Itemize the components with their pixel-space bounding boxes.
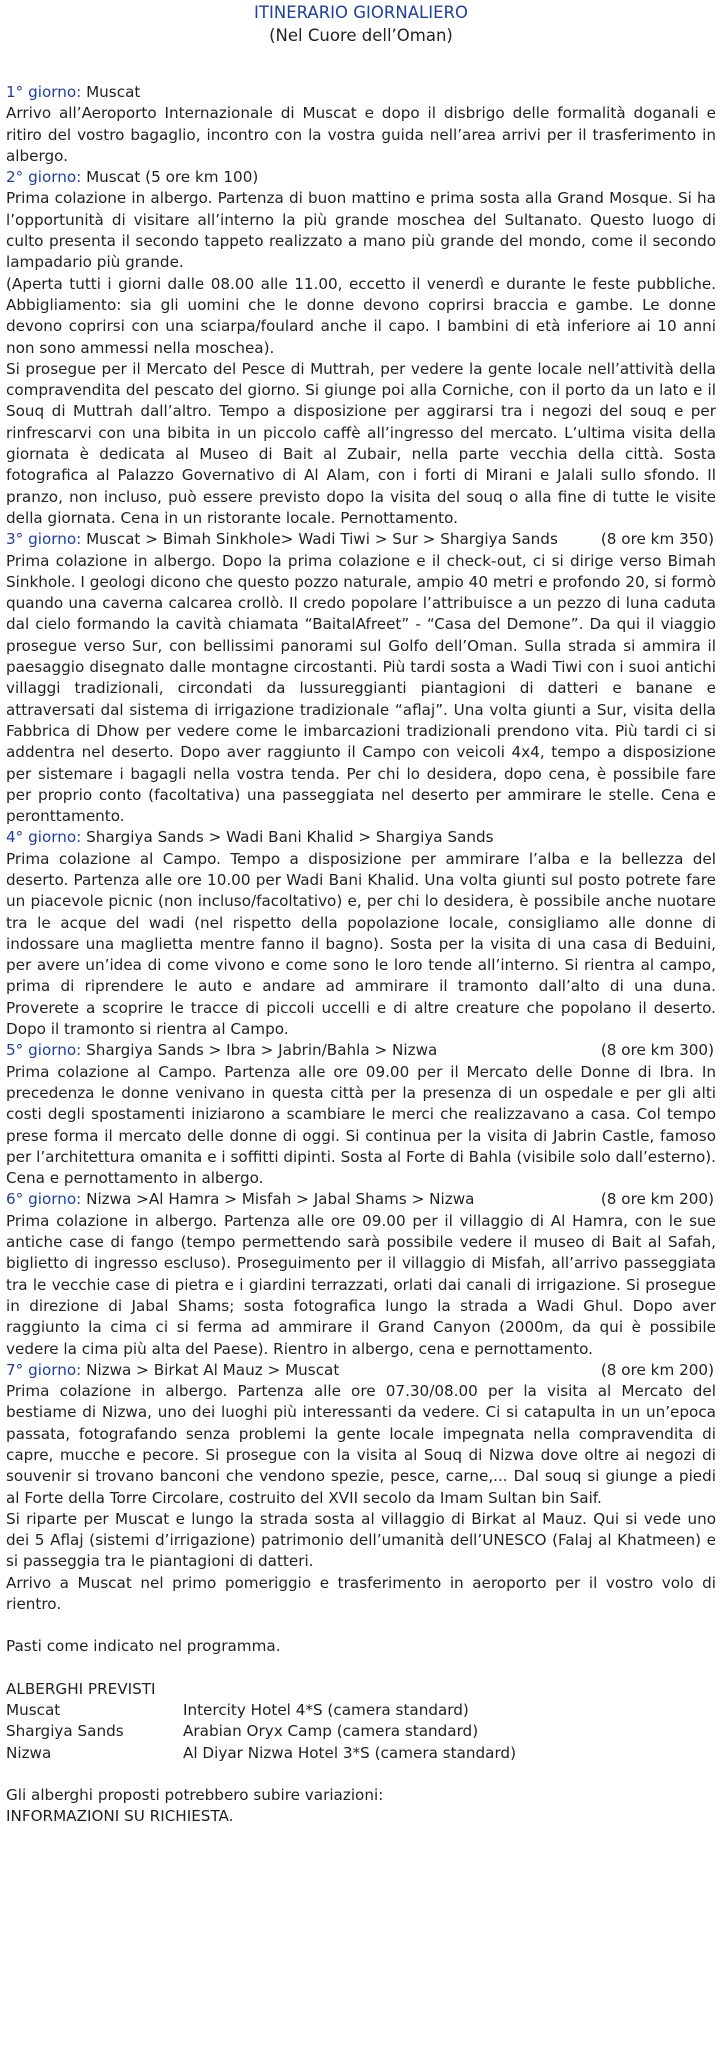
hotel-name: Intercity Hotel 4*S (camera standard) [183,1700,469,1719]
day-paragraph: (Aperta tutti i giorni dalle 08.00 alle 11.00, eccetto il venerdì e durante le feste pubbliche. Abbigliamento: sia gli uomini che le donne devono coprirsi braccia e gambe. Le donne devono coprirsi con una sciarpa/foulard anche il capo. I bambini di età inferiore ai 10 anni non sono ammessi nella moschea). [6,274,716,357]
day-route: Muscat [86,83,141,101]
day-heading [6,167,716,188]
hotel-row [6,1743,716,1764]
day-heading [6,1360,716,1381]
section-spacer [6,1658,716,1679]
day-block [6,827,716,1040]
section-spacer [6,1764,716,1785]
day-paragraph: Prima colazione in albergo. Partenza di buon mattino e prima sosta alla Grand Mosque. Si ha l’opportunità di visitare all’interno la più grande moschea del Sultanato. Questo luogo di culto presenta il secondo tappeto realizzato a mano più grande del mondo, come il secondo lampadario più grande. [6,189,716,272]
days-list [6,82,716,1615]
header-spacer [6,48,716,82]
day-distance: (8 ore km 200) [600,1360,714,1379]
day-label: 4° giorno: [6,828,82,847]
day-route: Muscat (5 ore km 100) [86,168,259,187]
day-paragraph: Prima colazione al Campo. Tempo a disposizione per ammirare l’alba e la bellezza del deserto. Partenza alle ore 10.00 per Wadi Bani Khalid. Una volta giunti sul posto potrete fare un piacevole picnic (non incluso/facoltativo) e, per chi lo desidera, è possibile anche nuotare tra le acque del wadi (nel rispetto della popolazione locale, consigliamo alle donne di indossare una maglietta mentre fanno il bagno). Sosta per la visita di una casa di Beduini, per avere un’idea di come vivono e come sono le loro tende all’interno. Si rientra al campo, prima di riprendere le auto e andare ad ammirare il tramonto dall’alto di una duna. Proverete a scoprire le tracce di piccoli uccelli e di altre creature che popolano il deserto. Dopo il tramonto si rientra al Campo. [6,849,716,1039]
day-heading-left [6,1189,474,1210]
hotel-name: Al Diyar Nizwa Hotel 3*S (camera standard) [183,1743,516,1762]
hotel-city: Nizwa [6,1743,52,1762]
day-paragraph: Si prosegue per il Mercato del Pesce di Muttrah, per vedere la gente locale nell’attività della compravendita del pescato del giorno. Si giunge poi alla Corniche, con il porto da un lato e il Souq di Muttrah dall’altro. Tempo a disposizione per aggirarsi tra i negozi del souq e per rinfrescarvi con una bibita in un piccolo caffè all’ingresso del mercato. L’ultima visita della giornata è dedicata al Museo di Bait al Zubair, nella parte vecchia della città. Sosta fotografica al Palazzo Governativo di Al Alam, con i forti di Mirani e Jalali sullo sfondo. Il pranzo, non incluso, può essere previsto dopo la visita del souq o alla fine di tutte le visite della giornata. Cena in un ristorante locale. Pernottamento. [6,359,716,527]
day-route: Nizwa >Al Hamra > Misfah > Jabal Shams > Nizwa [86,1190,475,1209]
day-heading-left [6,82,140,103]
day-paragraph: Prima colazione al Campo. Partenza alle ore 09.00 per il Mercato delle Donne di Ibra. In precedenza le donne venivano in questa città per la presenza di un ospedale e per gli alti costi degli spostamenti iniziarono a scambiare le merci che realizzavano a casa. Col tempo prese forma il mercato delle donne di oggi. Si continua per la visita di Jabrin Castle, famoso per l’architettura omanita e i soffitti dipinti. Sosta al Forte di Bahla (visibile solo dall’esterno). Cena e pernottamento in albergo. [6,1062,716,1188]
day-route: Muscat > Bimah Sinkhole> Wadi Tiwi > Sur > Shargiya Sands [86,530,558,549]
day-route: Shargiya Sands > Wadi Bani Khalid > Shargiya Sands [86,828,494,847]
day-distance: (8 ore km 300) [600,1041,714,1060]
day-paragraph: Prima colazione in albergo. Dopo la prima colazione e il check-out, ci si dirige verso Bimah Sinkhole. I geologi dicono che questo pozzo naturale, ampio 40 metri e profondo 20, si formò quando una caverna calcarea crollò. Il credo popolare l’attribuisce a un pezzo di luna caduta dal cielo formando la cavità chiamata “BaitalAfreet” - “Casa del Demone”. Da qui il viaggio prosegue verso Sur, con bellissimi panorami sul Golfo dell’Oman. Sulla strada si ammira il paesaggio disegnato dalle montagne circostanti. Più tardi sosta a Wadi Tiwi con i suoi antichi villaggi tradizionali, circondati da lussureggianti piantagioni di datteri e banane e attraversati dal sistema di irrigazione tradizionale “aflaj”. Una volta giunti a Sur, visita della Fabbrica di Dhow per vedere come le imbarcazioni tradizionali prendono vita. Più tardi ci si addentra nel deserto. Dopo aver raggiunto il Campo con veicoli 4x4, tempo a disposizione per sistemare i bagagli nella vostra tenda. Per chi lo desidera, dopo cena, è possibile fare per proprio conto (facoltativa) una passeggiata nel deserto per ammirare le stelle. Cena e peronttamento. [6,551,716,826]
day-heading [6,529,716,550]
day-label: 5° giorno: [6,1041,82,1060]
day-paragraph: Prima colazione in albergo. Partenza alle ore 07.30/08.00 per la visita al Mercato del bestiame di Nizwa, uno dei luoghi più interessanti da vedere. Ci si catapulta in un un’epoca passata, fotografando senza problemi la gente locale impegnata nella compravendita di capre, mucche e pecore. Si prosegue con la visita al Souq di Nizwa dove oltre ai negozi di souvenir si trovano banconi che vendono spezie, pesce, carne,... Dal souq si giunge a piedi al Forte della Torre Circolare, costruito del XVII secolo da Imam Sultan bin Saif. [6,1382,716,1507]
page-subtitle: (Nel Cuore dell’Oman) [269,26,453,45]
hotel-row [6,1700,716,1721]
document-header [6,0,716,48]
day-heading [6,1040,716,1061]
day-label: 2° giorno: [6,168,82,187]
footer-info: INFORMAZIONI SU RICHIESTA. [6,1807,234,1826]
day-paragraph: Arrivo a Muscat nel primo pomeriggio e trasferimento in aeroporto per il vostro volo di rientro. [6,1573,716,1614]
hotels-title: ALBERGHI PREVISTI [6,1679,156,1698]
hotel-name: Arabian Oryx Camp (camera standard) [183,1722,479,1741]
page-title: ITINERARIO GIORNALIERO [254,3,468,22]
day-paragraph: Arrivo all’Aeroporto Internazionale di Muscat e dopo il disbrigo delle formalità doganali e ritiro del vostro bagaglio, incontro con la vostra guida nell’area arrivi per il trasferimento in albergo. [6,104,716,165]
day-route: Shargiya Sands > Ibra > Jabrin/Bahla > Nizwa [86,1041,438,1060]
hotels-section [6,1679,716,1764]
day-heading-left [6,1360,339,1381]
day-paragraph: Si riparte per Muscat e lungo la strada sosta al villaggio di Birkat al Mauz. Qui si vede uno dei 5 Aflaj (sistemi d’irrigazione) patrimonio dell’umanità dell’UNESCO (Falaj al Khatmeen) e si passeggia tra le piantagioni di datteri. [6,1509,716,1571]
day-distance: (8 ore km 350) [600,530,714,549]
footer-note: Gli alberghi proposti potrebbero subire variazioni: [6,1785,384,1804]
day-block [6,1189,716,1359]
day-paragraph: Prima colazione in albergo. Partenza alle ore 09.00 per il villaggio di Al Hamra, con le sue antiche case di fango (tempo permettendo sarà possibile vedere il museo di Bait al Safah, biglietto di ingresso escluso). Proseguimento per il villaggio di Misfah, all’arrivo passeggiata tra le vecchie case di pietra e i giardini terrazzati, orlati dai canali di irrigazione. Si prosegue in direzione di Jabal Shams; sosta fotografica lungo la strada a Wadi Ghul. Dopo aver raggiunto la cima ci si ferma ad ammirare il Grand Canyon (2000m, da qui è possibile vedere la cima più alta del Paese). Rientro in albergo, cena e pernottamento. [6,1211,716,1358]
day-label: 6° giorno: [6,1190,82,1209]
hotel-city: Shargiya Sands [6,1722,124,1741]
section-spacer [6,1615,716,1636]
day-heading [6,827,716,848]
hotel-row [6,1721,716,1742]
day-heading-left [6,827,494,848]
day-heading-left [6,529,558,550]
day-heading [6,82,716,103]
day-label: 3° giorno: [6,530,82,549]
day-block [6,82,716,167]
day-block [6,167,716,529]
day-distance: (8 ore km 200) [600,1190,714,1209]
day-route: Nizwa > Birkat Al Mauz > Muscat [86,1360,340,1379]
day-label: 1° giorno: [6,83,82,101]
day-heading-left [6,1040,437,1061]
hotels-table [6,1700,716,1764]
day-block [6,529,716,827]
meals-note: Pasti come indicato nel programma. [6,1637,281,1656]
day-block [6,1040,716,1189]
day-heading [6,1189,716,1210]
day-heading-left [6,167,258,188]
hotel-city: Muscat [6,1700,61,1719]
day-block [6,1360,716,1616]
day-label: 7° giorno: [6,1360,82,1379]
